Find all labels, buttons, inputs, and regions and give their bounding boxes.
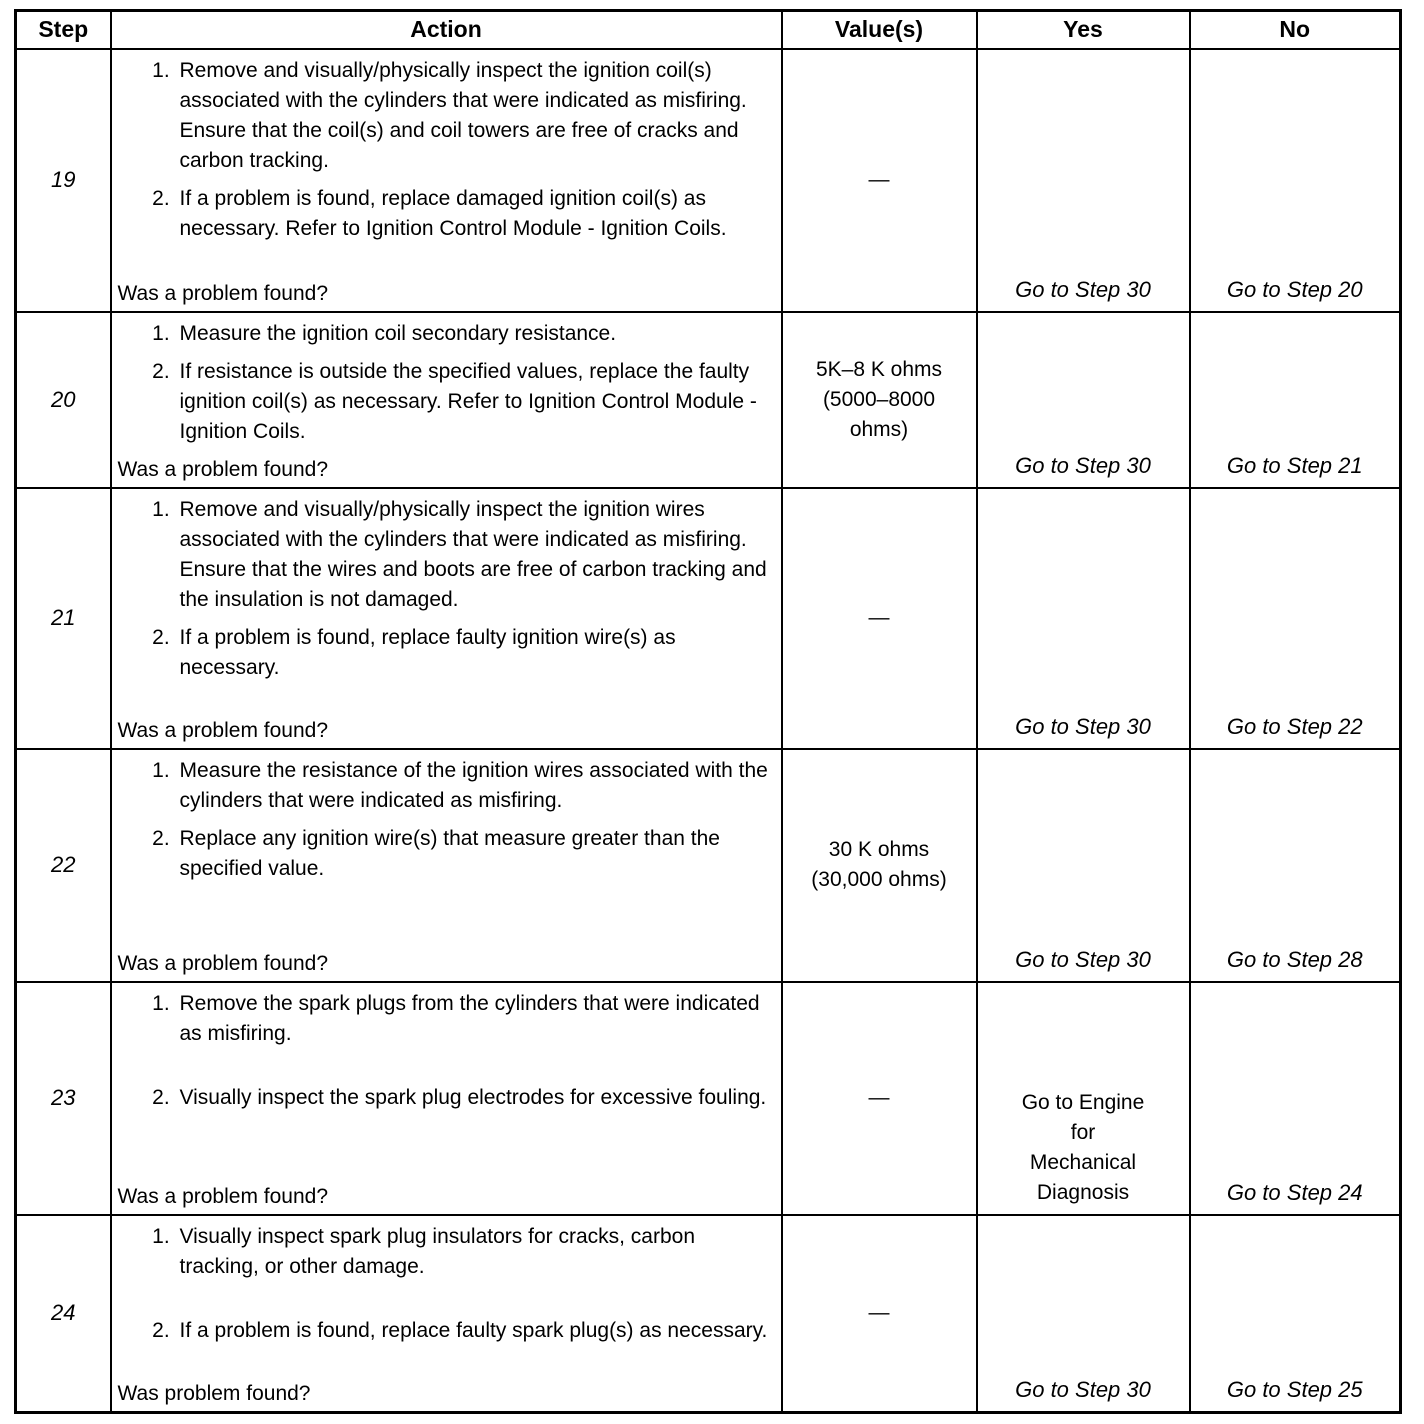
value-cell: — <box>782 1215 977 1413</box>
step-number: 21 <box>16 488 111 749</box>
action-list <box>112 495 775 683</box>
action-cell <box>111 312 782 488</box>
step-number: 20 <box>16 312 111 488</box>
table-row <box>16 312 1401 488</box>
action-item: 1. Remove the spark plugs from the cylinders that were indicated as misfiring. <box>176 989 775 1049</box>
table-row <box>16 49 1401 312</box>
action-item: 1. Remove and visually/physically inspect the ignition coil(s) associated with the cylinders that were indicated as misfiring. Ensure that the coil(s) and coil towers are free of cracks and carbon tracking. <box>176 56 775 176</box>
question-text: Was a problem found? <box>117 1184 329 1208</box>
action-list <box>112 989 775 1113</box>
yes-result: Go to Step 30 <box>977 1215 1190 1413</box>
yes-result: Go to Step 30 <box>977 749 1190 982</box>
action-item: 1. Measure the resistance of the ignition wires associated with the cylinders that were indicated as misfiring. <box>176 756 775 816</box>
question-text: Was problem found? <box>117 1382 311 1405</box>
step-number: 24 <box>16 1215 111 1413</box>
no-result: Go to Step 28 <box>1190 749 1401 982</box>
header-action: Action <box>111 11 782 49</box>
question-text: Was a problem found? <box>117 281 329 305</box>
yes-result: Go to Engine for Mechanical Diagnosis <box>977 982 1190 1215</box>
no-result: Go to Step 20 <box>1190 49 1401 312</box>
header-row <box>16 11 1401 49</box>
header-no: No <box>1190 11 1401 49</box>
action-item: 2. Replace any ignition wire(s) that measure greater than the specified value. <box>176 824 775 884</box>
action-item: 1. Measure the ignition coil secondary resistance. <box>176 319 775 349</box>
value-cell: — <box>782 49 977 312</box>
no-result: Go to Step 22 <box>1190 488 1401 749</box>
action-list <box>112 756 775 884</box>
step-number: 22 <box>16 749 111 982</box>
action-cell <box>111 982 782 1215</box>
yes-result: Go to Step 30 <box>977 312 1190 488</box>
action-list <box>112 319 775 447</box>
value-cell: — <box>782 488 977 749</box>
header-step: Step <box>16 11 111 49</box>
table-row <box>16 1215 1401 1413</box>
step-number: 23 <box>16 982 111 1215</box>
action-cell <box>111 1215 782 1413</box>
action-item: 1. Visually inspect spark plug insulators for cracks, carbon tracking, or other damage. <box>176 1222 775 1282</box>
question-text: Was a problem found? <box>117 951 329 975</box>
step-number: 19 <box>16 49 111 312</box>
value-cell: — <box>782 982 977 1215</box>
header-yes: Yes <box>977 11 1190 49</box>
table-row <box>16 488 1401 749</box>
action-item: 2. If resistance is outside the specified values, replace the faulty ignition coil(s) as necessary. Refer to Ignition Control Module - Ignition Coils. <box>176 357 775 447</box>
action-cell <box>111 49 782 312</box>
question-text: Was a problem found? <box>117 718 329 742</box>
yes-result: Go to Step 30 <box>977 49 1190 312</box>
no-result: Go to Step 24 <box>1190 982 1401 1215</box>
table-row <box>16 982 1401 1215</box>
no-result: Go to Step 25 <box>1190 1215 1401 1413</box>
action-cell <box>111 749 782 982</box>
diagnostic-table <box>14 9 1402 1414</box>
action-item: 2. If a problem is found, replace faulty ignition wire(s) as necessary. <box>176 623 775 683</box>
question-text: Was a problem found? <box>117 457 329 481</box>
table-row <box>16 749 1401 982</box>
action-cell <box>111 488 782 749</box>
action-list <box>112 1222 775 1346</box>
value-cell: 30 K ohms (30,000 ohms) <box>782 749 977 982</box>
action-item: 2. Visually inspect the spark plug electrodes for excessive fouling. <box>176 1083 775 1113</box>
yes-result: Go to Step 30 <box>977 488 1190 749</box>
header-values: Value(s) <box>782 11 977 49</box>
action-item: 1. Remove and visually/physically inspect the ignition wires associated with the cylinders that were indicated as misfiring. Ensure that the wires and boots are free of carbon tracking and the insulation is not damaged. <box>176 495 775 615</box>
no-result: Go to Step 21 <box>1190 312 1401 488</box>
action-item: 2. If a problem is found, replace faulty spark plug(s) as necessary. <box>176 1316 775 1346</box>
action-item: 2. If a problem is found, replace damaged ignition coil(s) as necessary. Refer to Ignition Control Module - Ignition Coils. <box>176 184 775 244</box>
value-cell: 5K–8 K ohms (5000–8000 ohms) <box>782 312 977 488</box>
action-list <box>112 56 775 244</box>
